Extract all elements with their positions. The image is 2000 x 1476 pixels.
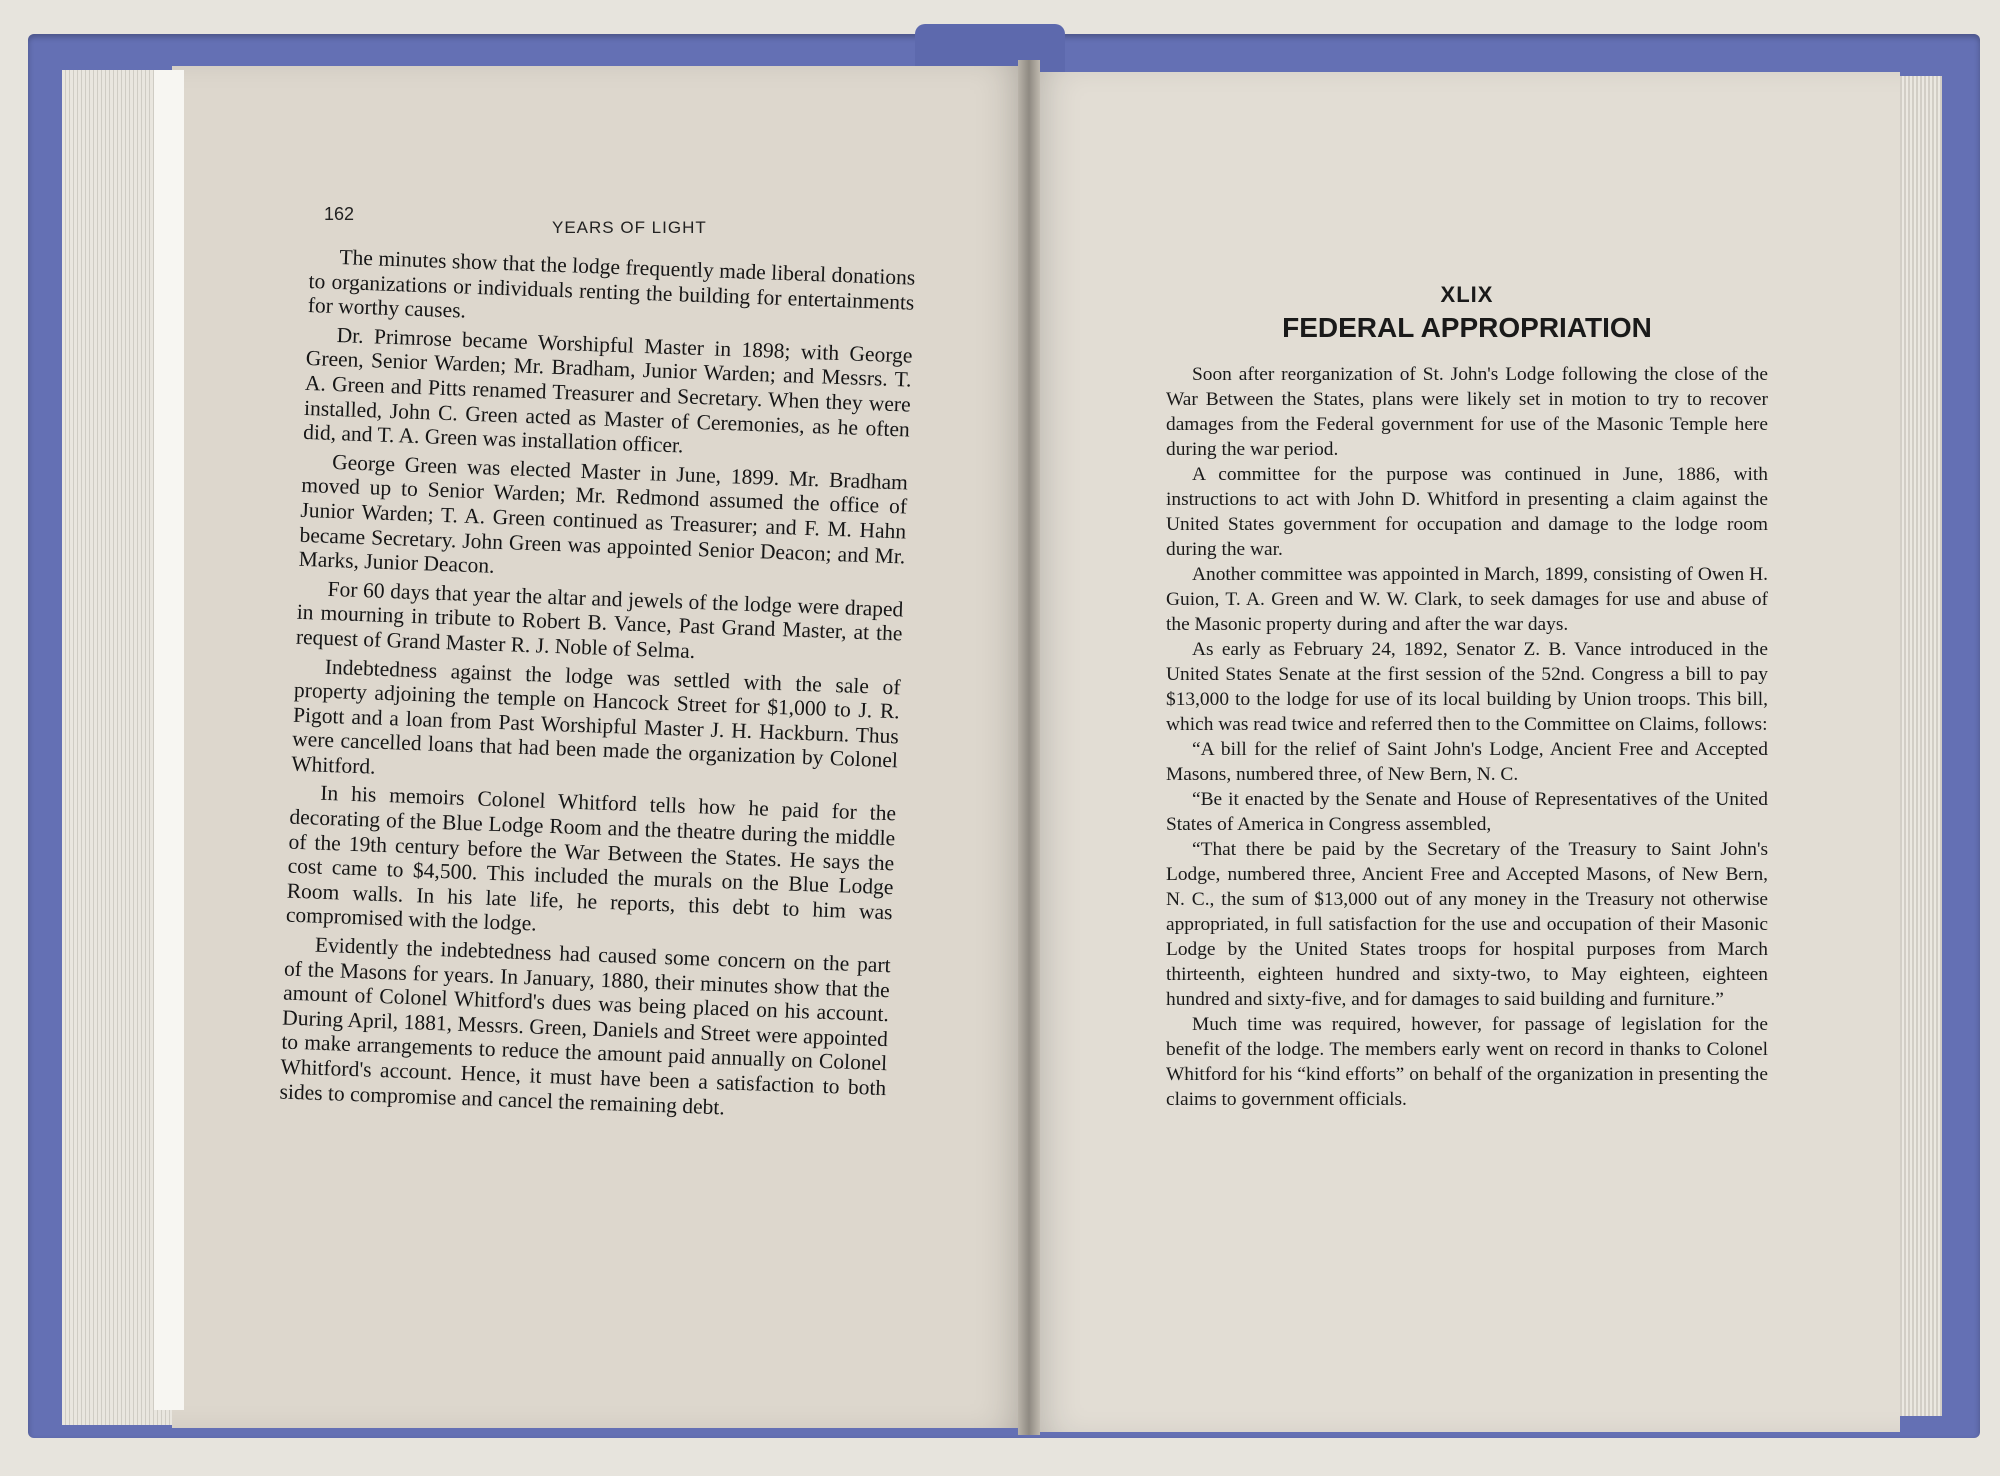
paragraph: Evidently the indebtedness had caused some concern on the part of the Masons for years. In January, 1880, their minutes show that the amount of Colonel Whitford's dues was being placed on his account. During April, 1881, Messrs. Green, Daniels and Street were appointed to make arrangements to reduce the amount paid annually on Colonel Whitford's account. Hence, it must have been a satisfaction to both sides to compromise and cancel the remaining debt.: [279, 932, 892, 1119]
paragraph: “A bill for the relief of Saint John's Lodge, Ancient Free and Accepted Masons, numbered three, of New Bern, N. C.: [1166, 739, 1768, 785]
paragraph: Much time was required, however, for passage of legislation for the benefit of the lodge. The members early went on record in thanks to Colonel Whitford for his “kind efforts” on behalf of the organization in presenting the claims to government officials.: [1166, 1014, 1768, 1110]
paragraph: “That there be paid by the Secretary of the Treasury to Saint John's Lodge, numbered three, Ancient Free and Accepted Masons, of New Bern, N. C., the sum of $13,000 out of any money in the Treasury not otherwise appropriated, in full satisfaction for the use and occupation of their Masonic Lodge by the United States troops for hospital purposes from March thirteenth, eighteen hundred and sixty-two, to May eighteen, eighteen hundred and sixty-five, and for damages to said building and furniture.”: [1166, 839, 1768, 1010]
page-number: 162: [324, 204, 355, 224]
paragraph: “Be it enacted by the Senate and House of Representatives of the United States of America in Congress assembled,: [1166, 789, 1768, 835]
chapter-number: XLIX: [1440, 282, 1494, 307]
paragraph: The minutes show that the lodge frequently made liberal donations to organizations or individuals renting the building for entertainments for worthy causes.: [307, 245, 916, 323]
right-page-body: [1166, 282, 1768, 1112]
paragraph: In his memoirs Colonel Whitford tells how he paid for the decorating of the Blue Lodge Room and the theatre during the middle of the 19th century before the War Between the States. He says the cost came to $4,500. This included the murals on the Blue Lodge Room walls. In his late life, he reports, this debt to him was compromised with the lodge.: [285, 781, 897, 936]
book-gutter: [1018, 60, 1040, 1435]
paragraph: As early as February 24, 1892, Senator Z. B. Vance introduced in the United States Senate at the first session of the 52nd. Congress a bill to pay $13,000 to the lodge for use of its local building by Union troops. This bill, which was read twice and referred then to the Committee on Claims, follows:: [1166, 639, 1768, 735]
page-edge-highlight: [154, 70, 184, 1410]
chapter-title: FEDERAL APPROPRIATION: [1282, 312, 1652, 343]
paragraph: Indebtedness against the lodge was settled with the sale of property adjoining the temple on Hancock Street for $1,000 to J. R. Pigott and a loan from Past Worshipful Master J. H. Hackburn. Thus were cancelled loans that had been made the organization by Colonel Whitford.: [290, 654, 901, 779]
paragraph: Soon after reorganization of St. John's Lodge following the close of the War Between the States, plans were likely set in motion to try to recover damages from the Federal government for use of the Masonic Temple here during the war period.: [1166, 364, 1768, 460]
paragraph: A committee for the purpose was continued in June, 1886, with instructions to act with John D. Whitford in presenting a claim against the United States government for occupation and damage to the lodge room during the war.: [1166, 464, 1768, 560]
paragraph: For 60 days that year the altar and jewels of the lodge were draped in mourning in tribute to Robert B. Vance, Past Grand Master, at the request of Grand Master R. J. Noble of Selma.: [295, 576, 904, 663]
left-page-body: [279, 244, 916, 1129]
running-head: YEARS OF LIGHT: [552, 218, 707, 237]
paragraph: Another committee was appointed in March, 1899, consisting of Owen H. Guion, T. A. Green and W. W. Clark, to seek damages for use and abuse of the Masonic property during and after the war days.: [1166, 564, 1768, 635]
paragraph: George Green was elected Master in June, 1899. Mr. Bradham moved up to Senior Warden; Mr. Redmond assumed the office of Junior Warden; T. A. Green continued as Treasurer; and F. M. Hahn became Secretary. John Green was appointed Senior Deacon; and Mr. Marks, Junior Deacon.: [298, 449, 909, 578]
paragraph: Dr. Primrose became Worshipful Master in 1898; with George Green, Senior Warden; Mr. Bradham, Junior Warden; and Messrs. T. A. Green and Pitts renamed Treasurer and Secretary. When they were installed, John C. Green acted as Master of Ceremonies, as he often did, and T. A. Green was installation officer.: [302, 322, 913, 458]
